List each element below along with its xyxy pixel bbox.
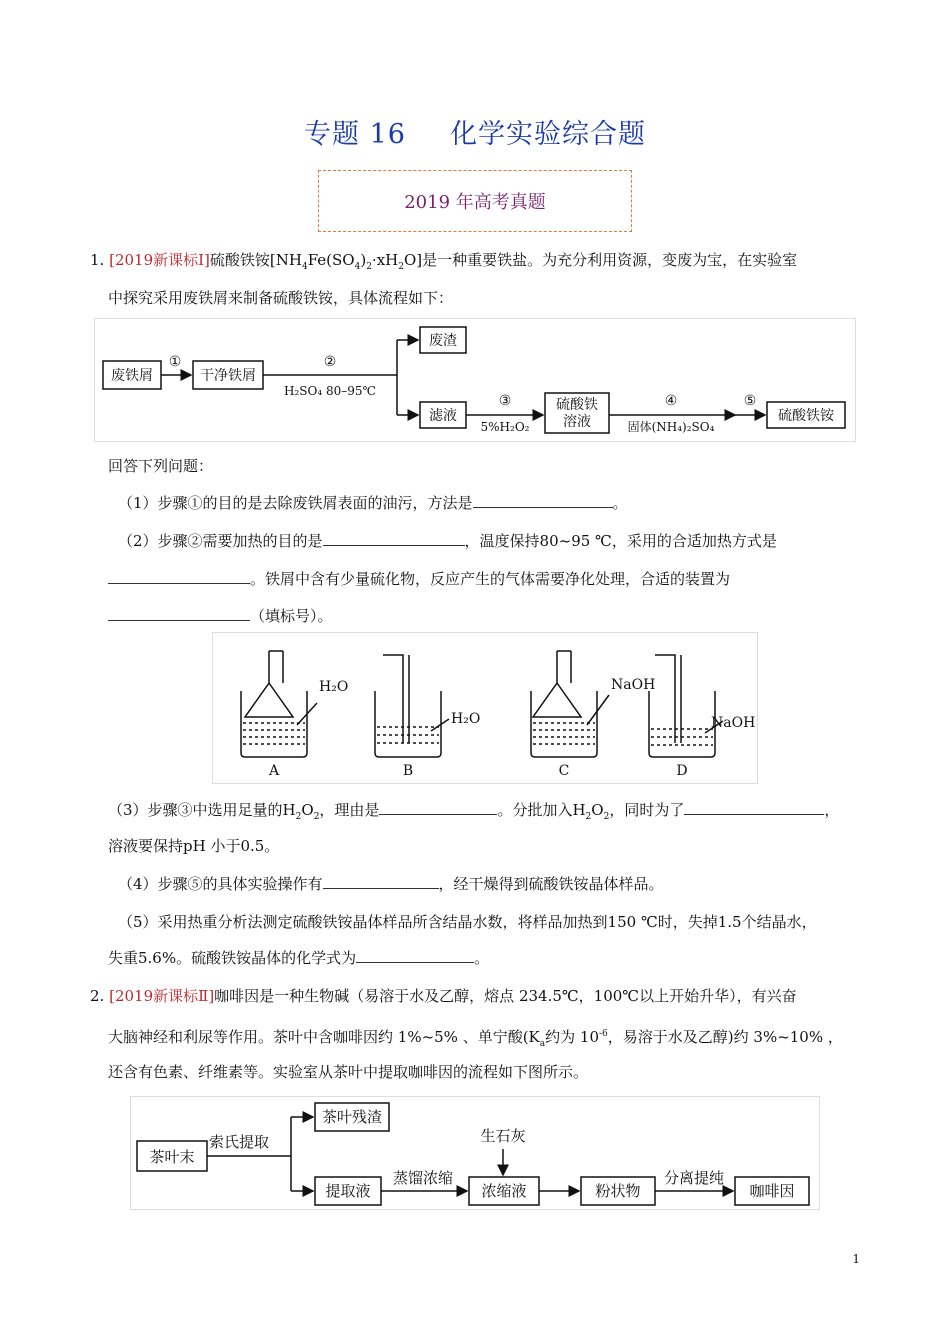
flow-label-quicklime: 生石灰: [480, 1127, 526, 1145]
q1-part1: [118, 493, 628, 513]
step-1: ①: [168, 354, 182, 370]
subscript: 2: [603, 812, 610, 822]
q1-part5-line2: [108, 948, 489, 968]
subscript: 2: [398, 262, 404, 272]
q1-text: O]是一种重要铁盐。为充分利用资源，变废为宝，在实验室: [403, 251, 798, 269]
apparatus-svg: [213, 633, 757, 783]
q1-part2-text: （填标号）。: [250, 607, 333, 625]
answer-blank[interactable]: [379, 800, 497, 815]
section-subtitle-box: [318, 170, 632, 232]
q1-number: 1.: [90, 251, 105, 269]
q1-part3-text: ，: [824, 801, 840, 819]
q1-part2-text: （2）步骤②需要加热的目的是: [118, 532, 323, 550]
q1-part4: [118, 874, 664, 894]
q2-text: 约为 10: [545, 1028, 599, 1046]
subscript: 4: [301, 262, 308, 272]
q2-flowchart: [130, 1096, 820, 1210]
beaker-b: [375, 691, 441, 757]
option-c: C: [558, 763, 570, 779]
subscript: 2: [366, 262, 372, 272]
step-2-condition: H₂SO₄ 80–95℃: [284, 384, 376, 398]
label-naoh-c: NaOH: [611, 677, 656, 693]
q1-line1: [90, 250, 797, 277]
subscript: 2: [295, 812, 302, 822]
flow-label-fe-sulfate-2: 溶液: [563, 414, 591, 430]
label-h2o-a: H₂O: [319, 679, 349, 695]
answer-blank[interactable]: [323, 874, 439, 889]
beaker-d: [649, 691, 715, 757]
step-4-reagent: 固体(NH₄)₂SO₄: [627, 420, 715, 434]
subscript: a: [539, 1039, 546, 1049]
q2-line2: [108, 1024, 843, 1054]
answer-blank[interactable]: [108, 569, 250, 584]
answer-blank[interactable]: [323, 531, 465, 546]
q1-part3-text: 。分批加入H: [497, 801, 586, 819]
q1-source-tag: [2019新课标Ⅰ]: [109, 251, 210, 269]
flow-label-filtrate: 滤液: [429, 408, 457, 424]
title-topic-name: 化学实验综合题: [449, 119, 646, 150]
q1-part1-text: （1）步骤①的目的是去除废铁屑表面的油污，方法是: [118, 494, 473, 512]
q1-line2: 中探究采用废铁屑来制备硫酸铁铵，具体流程如下：: [108, 289, 454, 307]
flow-label-extract: 提取液: [325, 1182, 371, 1200]
answer-blank[interactable]: [684, 800, 824, 815]
q1-part3-line2: 溶液要保持pH 小于0.5。: [108, 837, 280, 855]
option-b: B: [402, 763, 414, 779]
step-soxhlet: 索氏提取: [208, 1133, 270, 1151]
label-h2o-b: H₂O: [451, 711, 481, 727]
section-subtitle: 2019 年高考真题: [404, 192, 546, 213]
flow-label-concentrate: 浓缩液: [481, 1182, 527, 1200]
subscript: 2: [585, 812, 592, 822]
subscript: 4: [354, 262, 361, 272]
q1-part3-text: （3）步骤③中选用足量的H: [108, 801, 296, 819]
q1-text: ·xH: [371, 251, 399, 269]
step-separate: 分离提纯: [663, 1169, 725, 1187]
flow-label-powder: 粉状物: [595, 1182, 641, 1200]
flow-label-product: 硫酸铁铵: [778, 408, 834, 424]
q2-line1: [90, 986, 797, 1006]
q1-part5-text: 。: [474, 949, 490, 967]
q1-part3-text: O: [591, 801, 604, 819]
flow-label-scrap-iron: 废铁屑: [111, 368, 153, 384]
q2-flowchart-svg: [131, 1097, 819, 1209]
title-topic-number: 专题 16: [304, 119, 406, 150]
q1-part4-text: ，经干燥得到硫酸铁铵晶体样品。: [438, 875, 664, 893]
q1-part4-text: （4）步骤⑤的具体实验操作有: [118, 875, 323, 893]
q2-line3: 还含有色素、纤维素等。实验室从茶叶中提取咖啡因的流程如下图所示。: [108, 1063, 589, 1081]
q2-number: 2.: [90, 987, 105, 1005]
answer-blank[interactable]: [356, 948, 474, 963]
flow-label-caffeine: 咖啡因: [749, 1182, 795, 1200]
option-d: D: [676, 763, 688, 779]
step-4: ④: [664, 393, 678, 409]
q1-part2-text: ，温度保持80~95 ℃，采用的合适加热方式是: [464, 532, 777, 550]
apparatus-figure: [212, 632, 758, 784]
q1-text: Fe(SO: [307, 251, 355, 269]
flow-label-fe-sulfate-1: 硫酸铁: [556, 397, 598, 413]
q1-part3-text: ，同时为了: [609, 801, 685, 819]
q2-text: 大脑神经和利尿等作用。茶叶中含咖啡因约 1%~5% 、单宁酸(K: [108, 1028, 540, 1046]
q1-part2-line3: [108, 606, 333, 626]
q1-text: 硫酸铁铵[NH: [209, 251, 302, 269]
q2-text: ，易溶于水及乙醇)约 3%~10% ，: [607, 1028, 843, 1046]
q1-flowchart: [94, 318, 856, 442]
superscript: -6: [599, 1029, 608, 1039]
answer-intro: 回答下列问题：: [108, 457, 214, 475]
flow-label-tea-residue: 茶叶残渣: [321, 1108, 383, 1126]
q1-part3-line1: [108, 800, 839, 827]
step-5: ⑤: [743, 393, 757, 409]
page-title: [0, 112, 950, 151]
flow-label-tea-powder: 茶叶末: [149, 1148, 195, 1166]
page-number: 1: [852, 1252, 860, 1266]
q1-part5-line1: （5）采用热重分析法测定硫酸铁铵晶体样品所含结晶水数，将样品加热到150 ℃时，失掉1.5个结晶水，: [118, 913, 817, 931]
subscript: 2: [313, 812, 320, 822]
q1-part3-text: ，理由是: [319, 801, 380, 819]
q2-source-tag: [2019新课标Ⅱ]: [109, 987, 215, 1005]
q1-part2-text: 。铁屑中含有少量硫化物，反应产生的气体需要净化处理，合适的装置为: [250, 570, 731, 588]
answer-blank[interactable]: [473, 493, 613, 508]
step-2: ②: [323, 354, 337, 370]
q1-part5-text: 失重5.6%。硫酸铁铵晶体的化学式为: [108, 949, 357, 967]
q1-part1-end: 。: [612, 494, 628, 512]
q1-part2-line1: [118, 531, 777, 551]
flow-label-clean-iron: 干净铁屑: [200, 368, 256, 384]
step-3-reagent: 5%H₂O₂: [480, 420, 530, 434]
q1-part2-line2: [108, 569, 730, 589]
step-distill: 蒸馏浓缩: [392, 1169, 454, 1187]
q1-part3-text: O: [301, 801, 314, 819]
q2-text: 咖啡因是一种生物碱（易溶于水及乙醇，熔点 234.5℃，100℃以上开始升华），有兴奋: [214, 987, 797, 1005]
step-3: ③: [498, 393, 512, 409]
label-naoh-d: NaOH: [711, 715, 756, 731]
q1-flowchart-svg: [95, 319, 855, 441]
answer-blank[interactable]: [108, 606, 250, 621]
flow-label-residue: 废渣: [429, 333, 457, 349]
q1-text: ): [360, 251, 367, 269]
option-a: A: [268, 763, 280, 779]
